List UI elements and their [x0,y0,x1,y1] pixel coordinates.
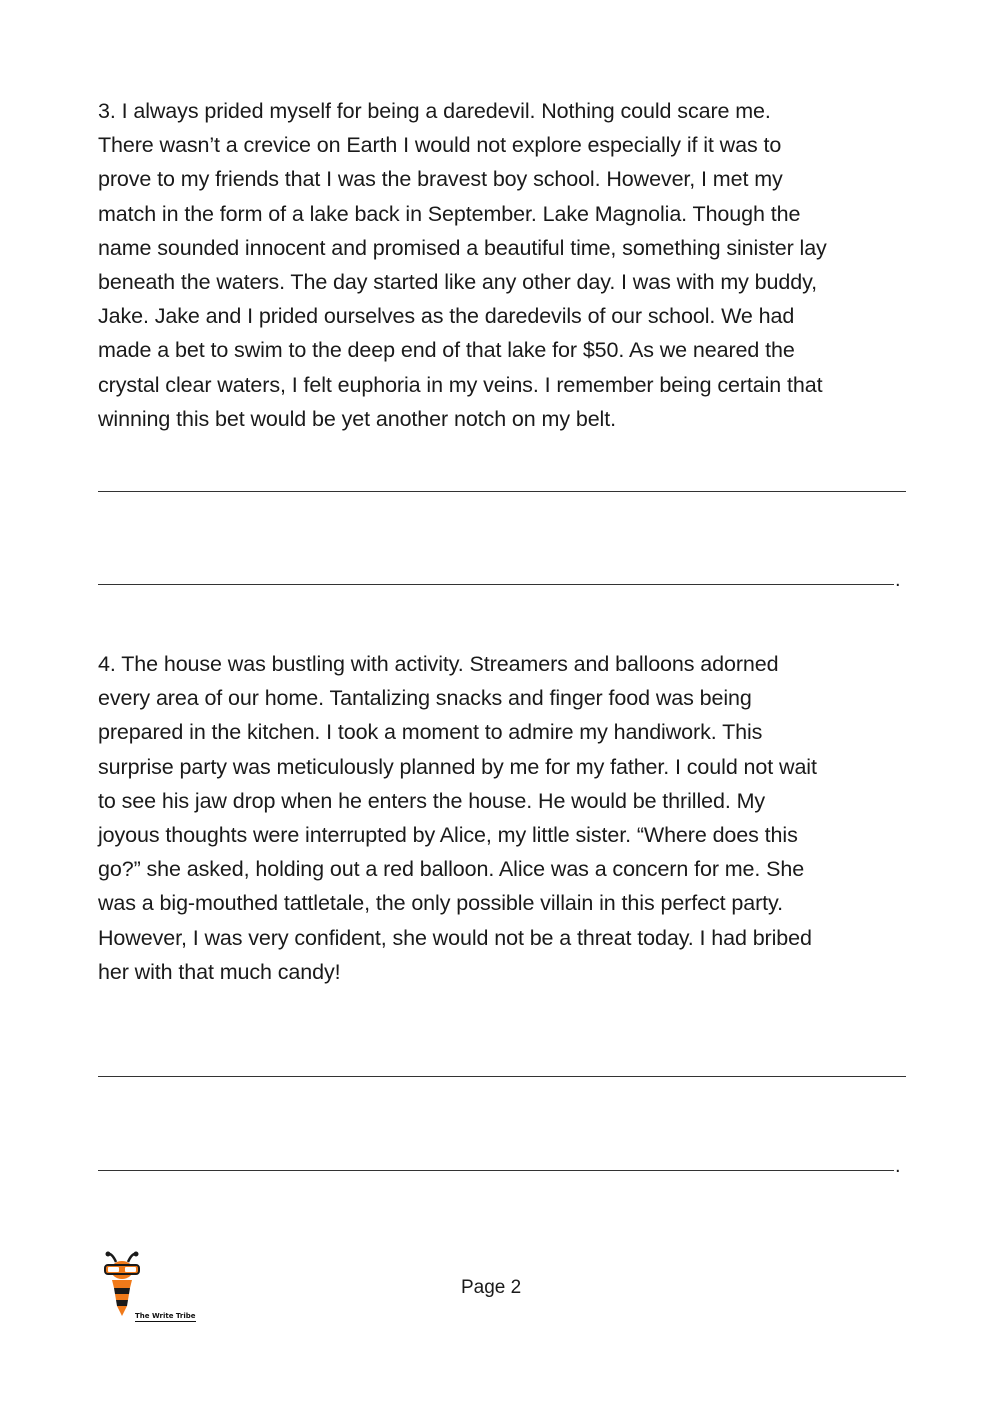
passage-4: 4. The house was bustling with activity. Streamers and balloons adorned every area of our home. Tantalizing snacks and finger food was being prepared in the kitchen. I took a moment to admire my handiwork. This surprise party was meticulously planned by me for my father. I could not wait to see his jaw drop when he enters the house. He would be thrilled. My joyous thoughts were interrupted by Alice, my little sister. “Where does this go?” she asked, holding out a red balloon. Alice was a concern for me. She was a big-mouthed tattletale, the only possible villain in this perfect party. However, I was very confident, she would not be a threat today. I had bribed her with that much candy! [98,652,817,984]
answer-line-4b[interactable] [98,1170,894,1171]
logo-caption: The Write Tribe [135,1312,196,1320]
passage-3: 3. I always prided myself for being a daredevil. Nothing could scare me. There wasn’t a crevice on Earth I would not explore especially if it was to prove to my friends that I was the bravest boy school. However, I met my match in the form of a lake back in September. Lake Magnolia. Though the name sounded innocent and promised a beautiful time, something sinister lay beneath the waters. The day started like any other day. I was with my buddy, Jake. Jake and I prided ourselves as the daredevils of our school. We had made a bet to swim to the deep end of that lake for $50. As we neared the crystal clear waters, I felt euphoria in my veins. I remember being certain that winning this bet would be yet another notch on my belt. [98,99,827,431]
answer-line-end-mark: . [895,1155,901,1177]
answer-line-end-mark: . [895,569,901,591]
answer-line-3b[interactable] [98,584,894,585]
page-number: Page 2 [461,1277,522,1298]
answer-line-3a[interactable] [98,491,906,492]
answer-line-4a[interactable] [98,1076,906,1077]
